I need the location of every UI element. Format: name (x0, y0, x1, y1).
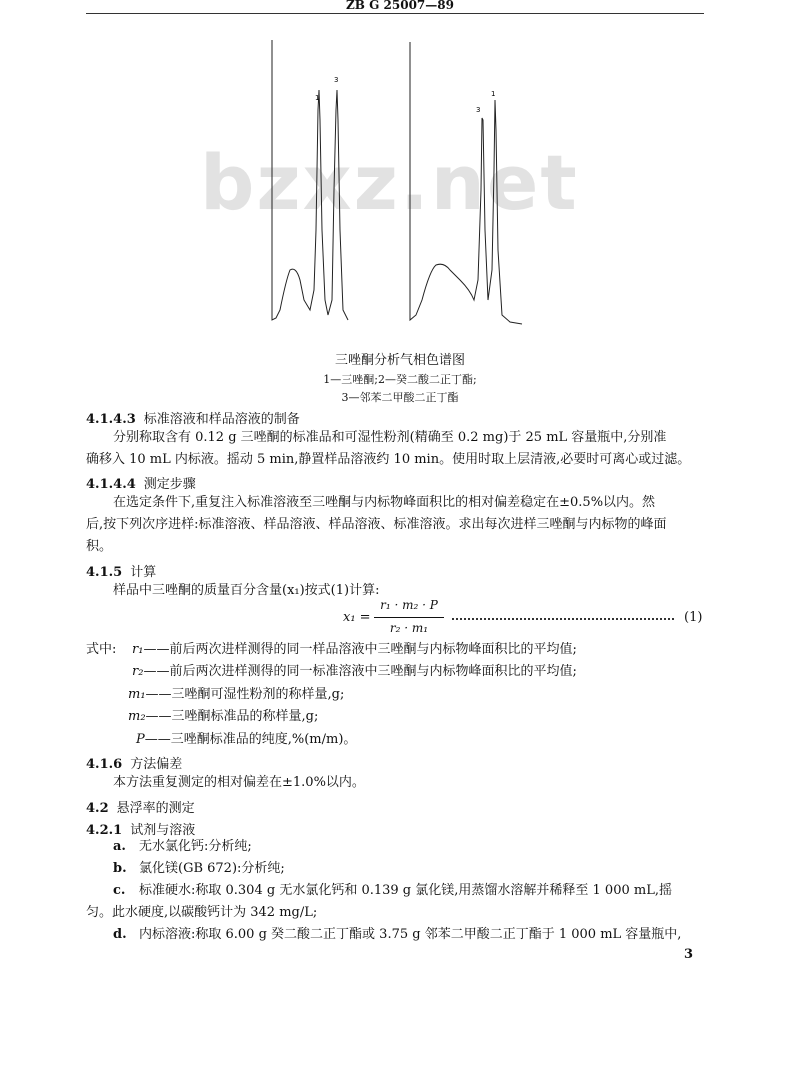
section-number: 4.2.1 (86, 823, 123, 838)
formula-lhs: x₁ = (343, 610, 371, 625)
section-4-1-4-3-heading (86, 408, 300, 427)
section-4-1-4-4-para-line2: 后,按下列次序进样:标准溶液、样品溶液、样品溶液、标准溶液。求出每次进样三唑酮与内标物的峰面 (86, 517, 667, 532)
definition-symbol: P (136, 732, 145, 747)
formula-numerator: r₁ · m₂ · P (380, 598, 438, 612)
definition-m1 (128, 684, 344, 706)
section-4-1-4-3-para-line1: 分别称取含有 0.12 g 三唑酮的标准品和可湿性粉剂(精确至 0.2 mg)于 25 mL 容量瓶中,分别准 (113, 430, 667, 445)
section-title: 标准溶液和样品溶液的制备 (143, 412, 300, 427)
section-4-1-4-4-heading (86, 473, 196, 492)
chromatogram-figure (260, 30, 540, 330)
definition-symbol: m₁ (128, 687, 146, 702)
reagent-item-c-continuation: 匀。此水硬度,以碳酸钙计为 342 mg/L; (86, 905, 318, 920)
peak-label-right-3: 3 (476, 106, 481, 114)
page-number: 3 (684, 947, 694, 962)
item-text: 内标溶液:称取 6.00 g 癸二酸二正丁酯或 3.75 g 邻苯二甲酸二正丁酯于 1 000 mL 容量瓶中, (139, 927, 682, 942)
reagent-item-b (113, 858, 285, 880)
section-title: 计算 (130, 565, 157, 580)
item-marker: b. (113, 861, 127, 876)
section-4-1-6-heading (86, 753, 182, 772)
item-marker: d. (113, 927, 127, 942)
section-title: 悬浮率的测定 (116, 801, 195, 816)
item-marker: c. (113, 883, 126, 898)
header-rule (86, 13, 704, 14)
formula-intro: 样品中三唑酮的质量百分含量(x₁)按式(1)计算: (113, 583, 380, 598)
definition-text: ——三唑酮可湿性粉剂的称样量,g; (145, 687, 345, 702)
watermark: bzxz.net (200, 138, 579, 227)
section-number: 4.2 (86, 801, 109, 816)
definition-r1 (132, 639, 577, 661)
reagent-item-c (113, 880, 672, 902)
reagent-item-a (113, 836, 252, 858)
figure-caption-title: 三唑酮分析气相色谱图 (334, 353, 465, 368)
peak-label-left-3: 3 (334, 76, 339, 84)
section-4-1-4-3-para-line2: 确移入 10 mL 内标液。摇动 5 min,静置样品溶液约 10 min。使用时取上层清液,必要时可离心或过滤。 (86, 452, 691, 467)
section-number: 4.1.4.3 (86, 412, 136, 427)
peak-label-left-1: 1 (315, 94, 320, 102)
where-label: 式中: (86, 642, 117, 657)
item-text: 标准硬水:称取 0.304 g 无水氯化钙和 0.139 g 氯化镁,用蒸馏水溶解并稀释至 1 000 mL,摇 (139, 883, 672, 898)
formula-denominator: r₂ · m₁ (389, 621, 429, 635)
equation-number: (1) (684, 610, 703, 625)
definition-text: ——三唑酮标准品的纯度,%(m/m)。 (144, 732, 357, 747)
section-title: 试剂与溶液 (130, 823, 196, 838)
definition-symbol: r₂ (132, 664, 144, 679)
section-title: 方法偏差 (130, 757, 183, 772)
figure-legend-line2: 3—邻苯二甲酸二正丁酯 (341, 391, 459, 404)
definition-p (136, 729, 356, 751)
section-4-1-5-heading (86, 561, 156, 580)
section-number: 4.1.6 (86, 757, 123, 772)
definition-symbol: r₁ (132, 642, 144, 657)
section-number: 4.1.4.4 (86, 477, 136, 492)
definition-m2 (128, 706, 318, 728)
standard-number-header: ZB G 25007—89 (346, 0, 454, 12)
section-4-2-heading (86, 797, 195, 816)
item-text: 氯化镁(GB 672):分析纯; (139, 861, 285, 876)
peak-label-right-1: 1 (491, 90, 496, 98)
section-4-1-4-4-para-line1: 在选定条件下,重复注入标准溶液至三唑酮与内标物峰面积比的相对偏差稳定在±0.5%以内。然 (113, 495, 656, 510)
section-4-1-6-para: 本方法重复测定的相对偏差在±1.0%以内。 (113, 775, 365, 790)
definition-text: ——前后两次进样测得的同一样品溶液中三唑酮与内标物峰面积比的平均值; (143, 642, 577, 657)
definition-text: ——前后两次进样测得的同一标准溶液中三唑酮与内标物峰面积比的平均值; (143, 664, 577, 679)
fraction-bar (374, 617, 444, 618)
section-title: 测定步骤 (143, 477, 196, 492)
item-text: 无水氯化钙:分析纯; (139, 839, 252, 854)
section-4-1-4-4-para-line3: 积。 (86, 539, 113, 554)
item-marker: a. (113, 839, 126, 854)
figure-legend-line1: 1—三唑酮;2—癸二酸二正丁酯; (323, 373, 477, 386)
definition-symbol: m₂ (128, 709, 146, 724)
definition-text: ——三唑酮标准品的称样量,g; (145, 709, 319, 724)
chromatogram-right-trace (410, 42, 522, 324)
reagent-item-d (113, 924, 681, 946)
formula-leader-dots (452, 618, 674, 620)
definition-r2 (132, 661, 577, 683)
section-number: 4.1.5 (86, 565, 123, 580)
